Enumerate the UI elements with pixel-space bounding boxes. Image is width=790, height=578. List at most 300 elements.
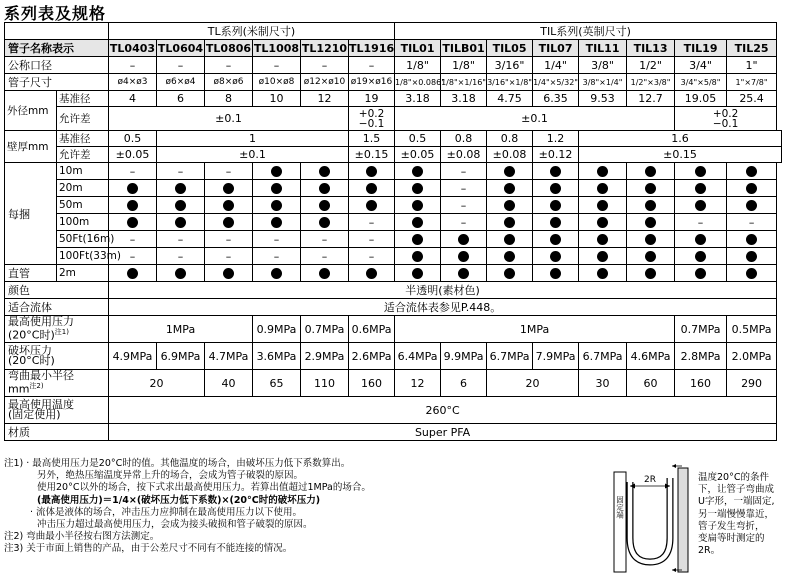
model-header: TL1210	[301, 41, 348, 55]
available-dot-icon	[504, 166, 515, 177]
size-cell: ø4×ø3	[109, 74, 157, 91]
nominal-cell: 3/8"	[579, 57, 627, 74]
availability-cell	[533, 180, 579, 197]
available-dot-icon	[550, 217, 561, 228]
size-cell: ø6×ø4	[157, 74, 205, 91]
od-base-cell: 19.05	[675, 91, 727, 107]
nominal-cell: 1/8"	[441, 57, 487, 74]
availability-cell	[533, 163, 579, 180]
available-dot-icon	[645, 217, 656, 228]
model-header: TILB01	[442, 41, 485, 55]
burst-cell: 3.6MPa	[253, 343, 301, 370]
note-formula: (最高使用压力)＝1/4×(破坏压力低下系数)×(20°C时的破坏压力)	[37, 494, 321, 506]
caption-line: 变扁等时测定的	[698, 533, 765, 545]
available-dot-icon	[366, 166, 377, 177]
caption-line: 温度20°C的条件	[698, 472, 769, 483]
note-2: 注2) 弯曲最小半径按右图方法测定。	[4, 531, 160, 543]
burst-cell: 6.4MPa	[395, 343, 441, 370]
available-dot-icon	[504, 217, 515, 228]
burst-cell: 4.7MPa	[205, 343, 253, 370]
availability-cell	[487, 231, 533, 248]
od-base-cell: 3.18	[395, 91, 441, 107]
availability-cell	[441, 231, 487, 248]
availability-cell	[579, 197, 627, 214]
available-dot-icon	[223, 217, 234, 228]
availability-cell: –	[349, 248, 395, 265]
nominal-cell: –	[349, 57, 395, 74]
availability-cell	[627, 265, 675, 282]
caption-line: 2R。	[698, 545, 721, 557]
wall-tol-cell: ±0.08	[487, 147, 533, 163]
availability-cell	[675, 163, 727, 180]
wall-base-cell: 1	[157, 131, 349, 147]
max-pressure-cell: 0.7MPa	[675, 316, 727, 343]
availability-cell	[349, 180, 395, 197]
availability-cell	[675, 248, 727, 265]
available-dot-icon	[175, 183, 186, 194]
availability-cell	[157, 180, 205, 197]
caption-line: 另一端慢慢靠近，	[698, 508, 775, 520]
od-base-cell: 4	[109, 91, 157, 107]
availability-cell	[395, 214, 441, 231]
table-row	[5, 91, 782, 107]
moving-block	[678, 468, 688, 572]
od-tol-cell	[675, 107, 777, 131]
availability-cell	[627, 214, 675, 231]
bend-radius-cell: 290	[727, 370, 777, 397]
available-dot-icon	[695, 251, 706, 262]
model-header: TIL13	[627, 40, 675, 57]
table-row	[5, 57, 782, 74]
availability-cell: –	[109, 248, 157, 265]
availability-cell: –	[441, 214, 487, 231]
size-cell: ø8×ø6	[205, 74, 253, 91]
availability-cell	[579, 231, 627, 248]
availability-cell	[727, 163, 777, 180]
bend-radius-cell: 160	[675, 370, 727, 397]
table-row	[5, 397, 782, 424]
available-dot-icon	[597, 183, 608, 194]
value: (20°C时)	[8, 354, 55, 367]
availability-cell	[395, 231, 441, 248]
availability-cell: –	[349, 214, 395, 231]
availability-cell	[533, 231, 579, 248]
note-1c: 使用20°C以外的场合，按下式求出最高使用压力。若算出值超过1MPa的场合。	[37, 482, 371, 494]
fixed-block	[614, 472, 626, 572]
available-dot-icon	[458, 268, 469, 279]
availability-cell	[627, 180, 675, 197]
value: 注2)	[29, 382, 44, 391]
table-row	[5, 316, 782, 343]
note-1f: 冲击压力超过最高使用压力，会成为接头破损和管子破裂的原因。	[37, 519, 313, 531]
od-base-cell: 9.53	[579, 91, 627, 107]
od-tol-cell: ±0.1	[395, 107, 675, 131]
availability-cell	[675, 265, 727, 282]
availability-cell	[301, 163, 349, 180]
od-base-cell: 6	[157, 91, 205, 107]
available-dot-icon	[223, 200, 234, 211]
caption-line: 下，让管子弯曲成	[698, 484, 775, 496]
od-base-cell: 6.35	[533, 91, 579, 107]
burst-cell: 4.6MPa	[627, 343, 675, 370]
burst-cell: 2.9MPa	[301, 343, 349, 370]
available-dot-icon	[412, 234, 423, 245]
size-cell: 3/8"×1/4"	[579, 74, 627, 91]
available-dot-icon	[271, 217, 282, 228]
bend-radius-cell: 65	[253, 370, 301, 397]
max-pressure-cell: 0.6MPa	[349, 316, 395, 343]
model-header: TIL01	[395, 40, 441, 57]
row-label: 直管	[5, 265, 57, 282]
row-label	[5, 343, 109, 370]
table-row	[5, 214, 782, 231]
od-tol-cell	[349, 107, 395, 131]
available-dot-icon	[695, 234, 706, 245]
footnotes	[4, 458, 604, 556]
available-dot-icon	[695, 268, 706, 279]
available-dot-icon	[746, 234, 757, 245]
availability-cell: –	[157, 248, 205, 265]
available-dot-icon	[746, 200, 757, 211]
availability-cell	[533, 197, 579, 214]
availability-cell	[395, 248, 441, 265]
available-dot-icon	[412, 183, 423, 194]
availability-cell	[675, 231, 727, 248]
availability-cell	[157, 197, 205, 214]
value: +0.2	[712, 107, 739, 120]
row-label: 管子尺寸	[5, 74, 109, 91]
row-label	[5, 316, 109, 343]
bundle-length-label: 2m	[57, 265, 109, 282]
available-dot-icon	[366, 268, 377, 279]
burst-cell: 6.7MPa	[579, 343, 627, 370]
wall-base-cell: 0.8	[441, 131, 487, 147]
diagram-caption	[698, 472, 786, 557]
nominal-cell: –	[205, 57, 253, 74]
color-value: 半透明(素材色)	[109, 282, 777, 299]
caption-line: 管子发生弯折，	[698, 520, 765, 532]
table-row	[5, 40, 782, 57]
availability-cell	[533, 265, 579, 282]
table-row	[5, 299, 782, 316]
table-row	[5, 107, 782, 131]
row-label: 壁厚mm	[5, 131, 57, 163]
fixed-end-label: 固定端	[615, 496, 625, 519]
burst-cell: 2.6MPa	[349, 343, 395, 370]
note-1b: 另外，绝热压缩温度异常上升的场合，会成为管子破裂的原因。	[37, 470, 304, 482]
bend-radius-cell: 110	[301, 370, 349, 397]
table-row	[5, 180, 782, 197]
availability-cell	[533, 214, 579, 231]
availability-cell: –	[349, 231, 395, 248]
available-dot-icon	[645, 166, 656, 177]
available-dot-icon	[127, 268, 138, 279]
availability-cell	[109, 180, 157, 197]
available-dot-icon	[550, 268, 561, 279]
value: mm	[8, 382, 30, 396]
table-row	[5, 424, 782, 441]
bend-radius-cell: 20	[487, 370, 579, 397]
wall-base-cell: 0.5	[109, 131, 157, 147]
availability-cell	[205, 214, 253, 231]
row-label	[5, 397, 109, 424]
value: (20°C时)	[8, 328, 55, 342]
od-base-cell: 12	[301, 91, 349, 107]
availability-cell	[627, 248, 675, 265]
availability-cell: –	[157, 163, 205, 180]
availability-cell	[253, 265, 301, 282]
max-pressure-cell: 1MPa	[395, 316, 675, 343]
od-base-cell: 25.4	[727, 91, 777, 107]
available-dot-icon	[597, 251, 608, 262]
available-dot-icon	[746, 166, 757, 177]
burst-cell: 7.9MPa	[533, 343, 579, 370]
od-base-cell: 3.18	[441, 91, 487, 107]
size-cell: 1"×7/8"	[727, 74, 777, 91]
availability-cell	[301, 197, 349, 214]
available-dot-icon	[550, 200, 561, 211]
tl-group-header: TL系列(米制尺寸)	[109, 23, 395, 40]
availability-cell	[205, 180, 253, 197]
available-dot-icon	[412, 166, 423, 177]
availability-cell	[109, 214, 157, 231]
availability-cell: –	[675, 214, 727, 231]
size-cell: 1/8"×1/16"	[441, 74, 487, 91]
value: −0.1	[358, 117, 385, 130]
availability-cell: –	[253, 231, 301, 248]
table-row	[5, 131, 782, 147]
nominal-cell: 3/16"	[487, 57, 533, 74]
availability-cell	[487, 163, 533, 180]
nominal-cell: 1"	[727, 57, 777, 74]
od-base-cell: 12.7	[627, 91, 675, 107]
availability-cell: –	[205, 163, 253, 180]
availability-cell	[301, 214, 349, 231]
availability-cell	[157, 214, 205, 231]
value: +0.2	[358, 107, 385, 120]
availability-cell	[727, 180, 777, 197]
row-label: 每捆	[5, 163, 57, 265]
availability-cell	[253, 180, 301, 197]
available-dot-icon	[550, 251, 561, 262]
table-row	[5, 265, 782, 282]
note-1a: 注1) · 最高使用压力是20°C时的值。其他温度的场合，由破坏压力低下系数算出。	[4, 458, 351, 469]
row-label	[5, 370, 109, 397]
available-dot-icon	[597, 268, 608, 279]
available-dot-icon	[458, 251, 469, 262]
availability-cell	[441, 248, 487, 265]
availability-cell	[675, 197, 727, 214]
value: 最高使用温度	[8, 398, 74, 411]
bend-radius-cell: 30	[579, 370, 627, 397]
availability-cell	[109, 265, 157, 282]
availability-cell: –	[441, 197, 487, 214]
availability-cell: –	[109, 163, 157, 180]
model-header: TL1916	[349, 41, 395, 55]
max-pressure-cell: 1MPa	[109, 316, 253, 343]
available-dot-icon	[271, 268, 282, 279]
available-dot-icon	[127, 200, 138, 211]
available-dot-icon	[223, 268, 234, 279]
availability-cell	[301, 180, 349, 197]
til-group-header: TIL系列(英制尺寸)	[395, 23, 777, 40]
burst-cell: 9.9MPa	[441, 343, 487, 370]
size-cell: 1/4"×5/32"	[533, 74, 579, 91]
availability-cell: –	[205, 248, 253, 265]
sub-label: 允许差	[57, 107, 109, 131]
available-dot-icon	[645, 200, 656, 211]
wall-tol-cell: ±0.05	[109, 147, 157, 163]
value: 弯曲最小半径	[8, 369, 74, 383]
model-header: TIL19	[675, 40, 727, 57]
availability-cell: –	[253, 248, 301, 265]
model-header: TL0806	[205, 41, 252, 55]
availability-cell	[301, 265, 349, 282]
model-header: TL0604	[157, 41, 204, 55]
size-cell: ø10×ø8	[253, 74, 301, 91]
available-dot-icon	[319, 166, 330, 177]
available-dot-icon	[504, 183, 515, 194]
available-dot-icon	[319, 268, 330, 279]
value: 最高使用压力	[8, 315, 74, 329]
available-dot-icon	[366, 183, 377, 194]
od-base-cell: 19	[349, 91, 395, 107]
size-cell: ø19×ø16	[349, 74, 395, 91]
wall-tol-cell: ±0.1	[157, 147, 349, 163]
available-dot-icon	[504, 268, 515, 279]
availability-cell	[395, 197, 441, 214]
wall-tol-cell: ±0.12	[533, 147, 579, 163]
available-dot-icon	[597, 217, 608, 228]
availability-cell	[349, 197, 395, 214]
bend-radius-cell: 160	[349, 370, 395, 397]
nominal-cell: 1/4"	[533, 57, 579, 74]
size-cell: 1/2"×3/8"	[627, 74, 675, 91]
table-row	[5, 163, 782, 180]
available-dot-icon	[695, 200, 706, 211]
model-header: TIL25	[727, 40, 777, 57]
bend-radius-diagram	[612, 462, 694, 574]
table-row	[5, 147, 782, 163]
max-pressure-cell: 0.9MPa	[253, 316, 301, 343]
wall-base-cell: 1.6	[579, 131, 782, 147]
row-label: 公称口径	[5, 57, 109, 74]
availability-cell	[727, 265, 777, 282]
model-header: TIL07	[533, 40, 579, 57]
availability-cell: –	[301, 248, 349, 265]
available-dot-icon	[695, 166, 706, 177]
availability-cell: –	[727, 214, 777, 231]
available-dot-icon	[271, 200, 282, 211]
table-row	[5, 231, 782, 248]
available-dot-icon	[127, 217, 138, 228]
wall-base-cell: 0.8	[487, 131, 533, 147]
value: (固定使用)	[8, 408, 61, 421]
spec-table	[4, 22, 782, 441]
available-dot-icon	[597, 200, 608, 211]
od-base-cell: 4.75	[487, 91, 533, 107]
burst-cell: 4.9MPa	[109, 343, 157, 370]
availability-cell	[727, 248, 777, 265]
temp-value: 260°C	[109, 397, 777, 424]
wall-tol-cell: ±0.15	[349, 147, 395, 163]
nominal-cell: 3/4"	[675, 57, 727, 74]
nominal-cell: –	[253, 57, 301, 74]
burst-cell: 2.0MPa	[727, 343, 777, 370]
bend-radius-cell: 60	[627, 370, 675, 397]
bend-radius-cell: 40	[205, 370, 253, 397]
nominal-cell: –	[301, 57, 349, 74]
bundle-length-label: 50Ft(16m)	[57, 231, 109, 248]
nominal-cell: 1/8"	[395, 57, 441, 74]
sub-label: 基准径	[57, 131, 109, 147]
available-dot-icon	[550, 183, 561, 194]
model-header: TL0403	[109, 41, 156, 55]
availability-cell	[627, 231, 675, 248]
available-dot-icon	[458, 234, 469, 245]
availability-cell	[395, 163, 441, 180]
sub-label: 基准径	[57, 91, 109, 107]
bundle-length-label: 20m	[57, 180, 109, 197]
available-dot-icon	[746, 251, 757, 262]
availability-cell	[349, 265, 395, 282]
bundle-length-label: 100Ft(33m)	[57, 248, 109, 265]
max-pressure-cell: 0.7MPa	[301, 316, 349, 343]
table-row	[5, 197, 782, 214]
model-header: TL1008	[253, 41, 300, 55]
availability-cell: –	[109, 231, 157, 248]
row-label: 适合流体	[5, 299, 109, 316]
availability-cell	[253, 197, 301, 214]
availability-cell	[727, 197, 777, 214]
availability-cell	[533, 248, 579, 265]
table-row	[5, 74, 782, 91]
bend-radius-cell: 6	[441, 370, 487, 397]
available-dot-icon	[319, 183, 330, 194]
availability-cell: –	[301, 231, 349, 248]
available-dot-icon	[504, 200, 515, 211]
availability-cell	[487, 180, 533, 197]
value: −0.1	[712, 117, 739, 130]
availability-cell	[253, 214, 301, 231]
nominal-cell: –	[109, 57, 157, 74]
fluid-value: 适合流体表参见P.448。	[109, 299, 777, 316]
dimension-label: 2R	[644, 475, 656, 485]
available-dot-icon	[319, 217, 330, 228]
material-value: Super PFA	[109, 424, 777, 441]
available-dot-icon	[645, 251, 656, 262]
availability-cell: –	[157, 231, 205, 248]
available-dot-icon	[412, 200, 423, 211]
availability-cell: –	[205, 231, 253, 248]
od-base-cell: 10	[253, 91, 301, 107]
availability-cell	[487, 214, 533, 231]
availability-cell	[727, 231, 777, 248]
available-dot-icon	[597, 234, 608, 245]
size-cell: 3/16"×1/8"	[487, 74, 533, 91]
table-row	[5, 248, 782, 265]
availability-cell	[579, 180, 627, 197]
availability-cell	[487, 265, 533, 282]
availability-cell: –	[441, 180, 487, 197]
available-dot-icon	[127, 183, 138, 194]
wall-base-cell: 1.2	[533, 131, 579, 147]
availability-cell	[627, 197, 675, 214]
row-label: 材质	[5, 424, 109, 441]
page-title: 系列表及规格	[4, 4, 107, 23]
caption-line: U字形，一端固定,	[698, 496, 775, 508]
available-dot-icon	[504, 234, 515, 245]
